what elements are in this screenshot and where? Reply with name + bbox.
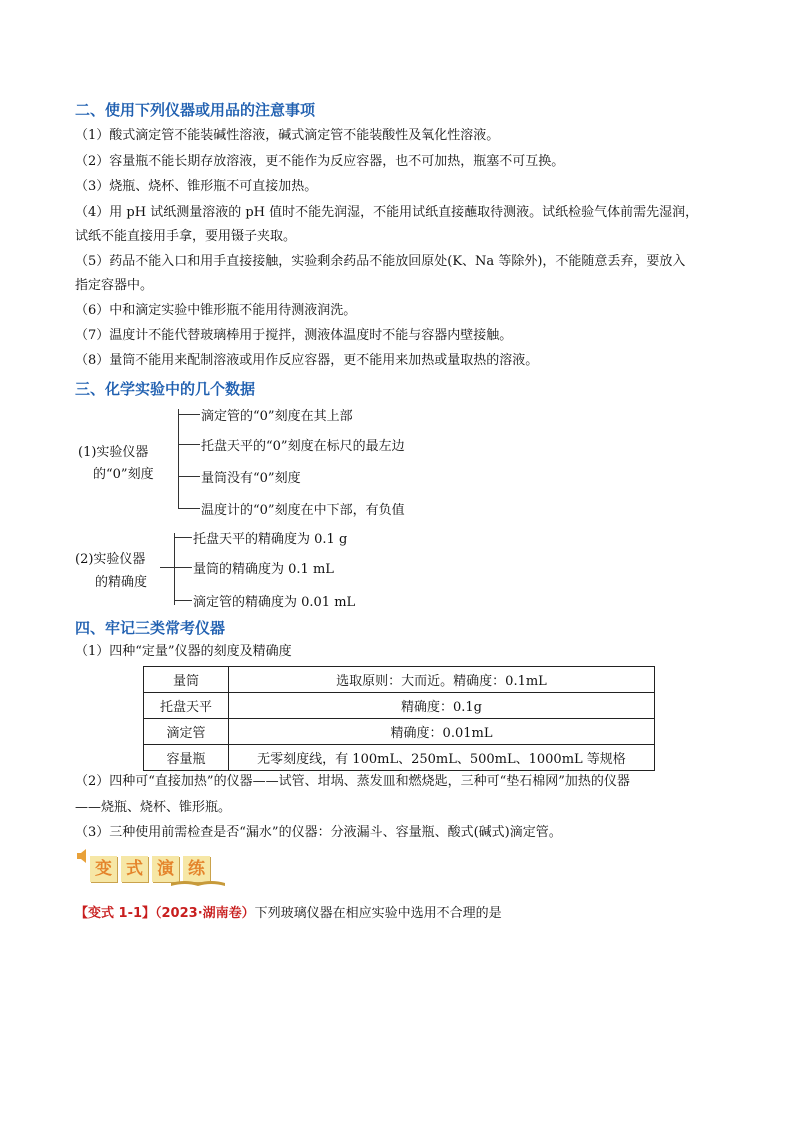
banner-char: 练 bbox=[183, 856, 210, 882]
table-row bbox=[144, 719, 655, 745]
group1-brace-tick-1 bbox=[178, 414, 200, 415]
section4-item-2: （2）四种可“直接加热”的仪器——试管、坩埚、蒸发皿和燃烧匙，三种可“垫石棉网”加热的仪器 bbox=[75, 774, 630, 789]
group1-brace-tick-3 bbox=[178, 476, 200, 477]
section2-title: 二、使用下列仪器或用品的注意事项 bbox=[75, 101, 316, 119]
group2-label-line1: (2)实验仪器 bbox=[75, 552, 146, 567]
table-cell: 精确度：0.1g bbox=[229, 693, 655, 719]
group1-brace-tick-2 bbox=[178, 444, 200, 445]
group1-label-line1: (1)实验仪器 bbox=[78, 445, 149, 460]
group2-branch-2: 量筒的精确度为 0.1 mL bbox=[193, 562, 334, 577]
banner-char: 式 bbox=[121, 856, 148, 882]
group2-brace-tick-1 bbox=[174, 537, 192, 538]
section2-item-5-cont: 指定容器中。 bbox=[75, 278, 154, 293]
table-cell: 容量瓶 bbox=[144, 745, 229, 771]
question-tag: 【变式 1-1】（2023·湖南卷） bbox=[75, 906, 255, 921]
section2-item-1: （1）酸式滴定管不能装碱性溶液，碱式滴定管不能装酸性及氧化性溶液。 bbox=[75, 128, 500, 143]
table-cell: 量筒 bbox=[144, 667, 229, 693]
group2-branch-1: 托盘天平的精确度为 0.1 g bbox=[193, 532, 348, 547]
group1-branch-3: 量筒没有“0”刻度 bbox=[201, 471, 301, 486]
section2-item-8: （8）量筒不能用来配制溶液或用作反应容器，更不能用来加热或量取热的溶液。 bbox=[75, 353, 539, 368]
table-cell: 滴定管 bbox=[144, 719, 229, 745]
group2-brace-tick-2 bbox=[160, 567, 192, 568]
question-line bbox=[75, 902, 502, 921]
group1-label-line2: 的“0”刻度 bbox=[93, 467, 154, 482]
table-cell: 托盘天平 bbox=[144, 693, 229, 719]
group2-brace-vertical bbox=[174, 533, 175, 605]
table-cell: 无零刻度线，有 100mL、250mL、500mL、1000mL 等规格 bbox=[229, 745, 655, 771]
practice-banner bbox=[75, 848, 225, 888]
section2-item-4-cont: 试纸不能直接用手拿，要用镊子夹取。 bbox=[75, 229, 297, 244]
banner-char: 演 bbox=[152, 856, 179, 882]
group1-branch-2: 托盘天平的“0”刻度在标尺的最左边 bbox=[201, 439, 405, 454]
group1-brace-tick-4 bbox=[178, 508, 200, 509]
group2-label-line2: 的精确度 bbox=[95, 575, 148, 590]
group1-brace-vertical bbox=[178, 409, 179, 509]
section2-item-2: （2）容量瓶不能长期存放溶液，更不能作为反应容器，也不可加热，瓶塞不可互换。 bbox=[75, 154, 565, 169]
question-text: 下列玻璃仪器在相应实验中选用不合理的是 bbox=[254, 906, 502, 921]
group1-branch-1: 滴定管的“0”刻度在其上部 bbox=[201, 409, 353, 424]
section3-title: 三、化学实验中的几个数据 bbox=[75, 380, 256, 398]
instrument-table bbox=[143, 666, 655, 771]
table-row bbox=[144, 745, 655, 771]
table-row bbox=[144, 667, 655, 693]
section2-item-5: （5）药品不能入口和用手直接接触，实验剩余药品不能放回原处(K、Na 等除外)，不能随意丢弃，要放入 bbox=[75, 254, 686, 269]
section4-title: 四、牢记三类常考仪器 bbox=[75, 619, 226, 637]
group1-branch-4: 温度计的“0”刻度在中下部，有负值 bbox=[201, 503, 405, 518]
table-row bbox=[144, 693, 655, 719]
section2-item-7: （7）温度计不能代替玻璃棒用于搅拌，测液体温度时不能与容器内壁接触。 bbox=[75, 328, 513, 343]
section2-item-3: （3）烧瓶、烧杯、锥形瓶不可直接加热。 bbox=[75, 179, 318, 194]
table-cell: 精确度：0.01mL bbox=[229, 719, 655, 745]
section2-item-6: （6）中和滴定实验中锥形瓶不能用待测液润洗。 bbox=[75, 303, 357, 318]
section4-item-2-cont: ——烧瓶、烧杯、锥形瓶。 bbox=[75, 800, 232, 815]
banner-char: 变 bbox=[90, 856, 117, 882]
section4-item-3: （3）三种使用前需检查是否“漏水”的仪器：分液漏斗、容量瓶、酸式(碱式)滴定管。 bbox=[75, 825, 562, 840]
table-cell: 选取原则：大而近。精确度：0.1mL bbox=[229, 667, 655, 693]
section4-intro: （1）四种“定量”仪器的刻度及精确度 bbox=[75, 644, 292, 659]
group2-brace-tick-3 bbox=[174, 600, 192, 601]
book-icon bbox=[171, 879, 225, 887]
section2-item-4: （4）用 pH 试纸测量溶液的 pH 值时不能先润湿，不能用试纸直接蘸取待测液。试纸检验气体前需先湿润， bbox=[75, 205, 699, 220]
group2-branch-3: 滴定管的精确度为 0.01 mL bbox=[193, 595, 356, 610]
